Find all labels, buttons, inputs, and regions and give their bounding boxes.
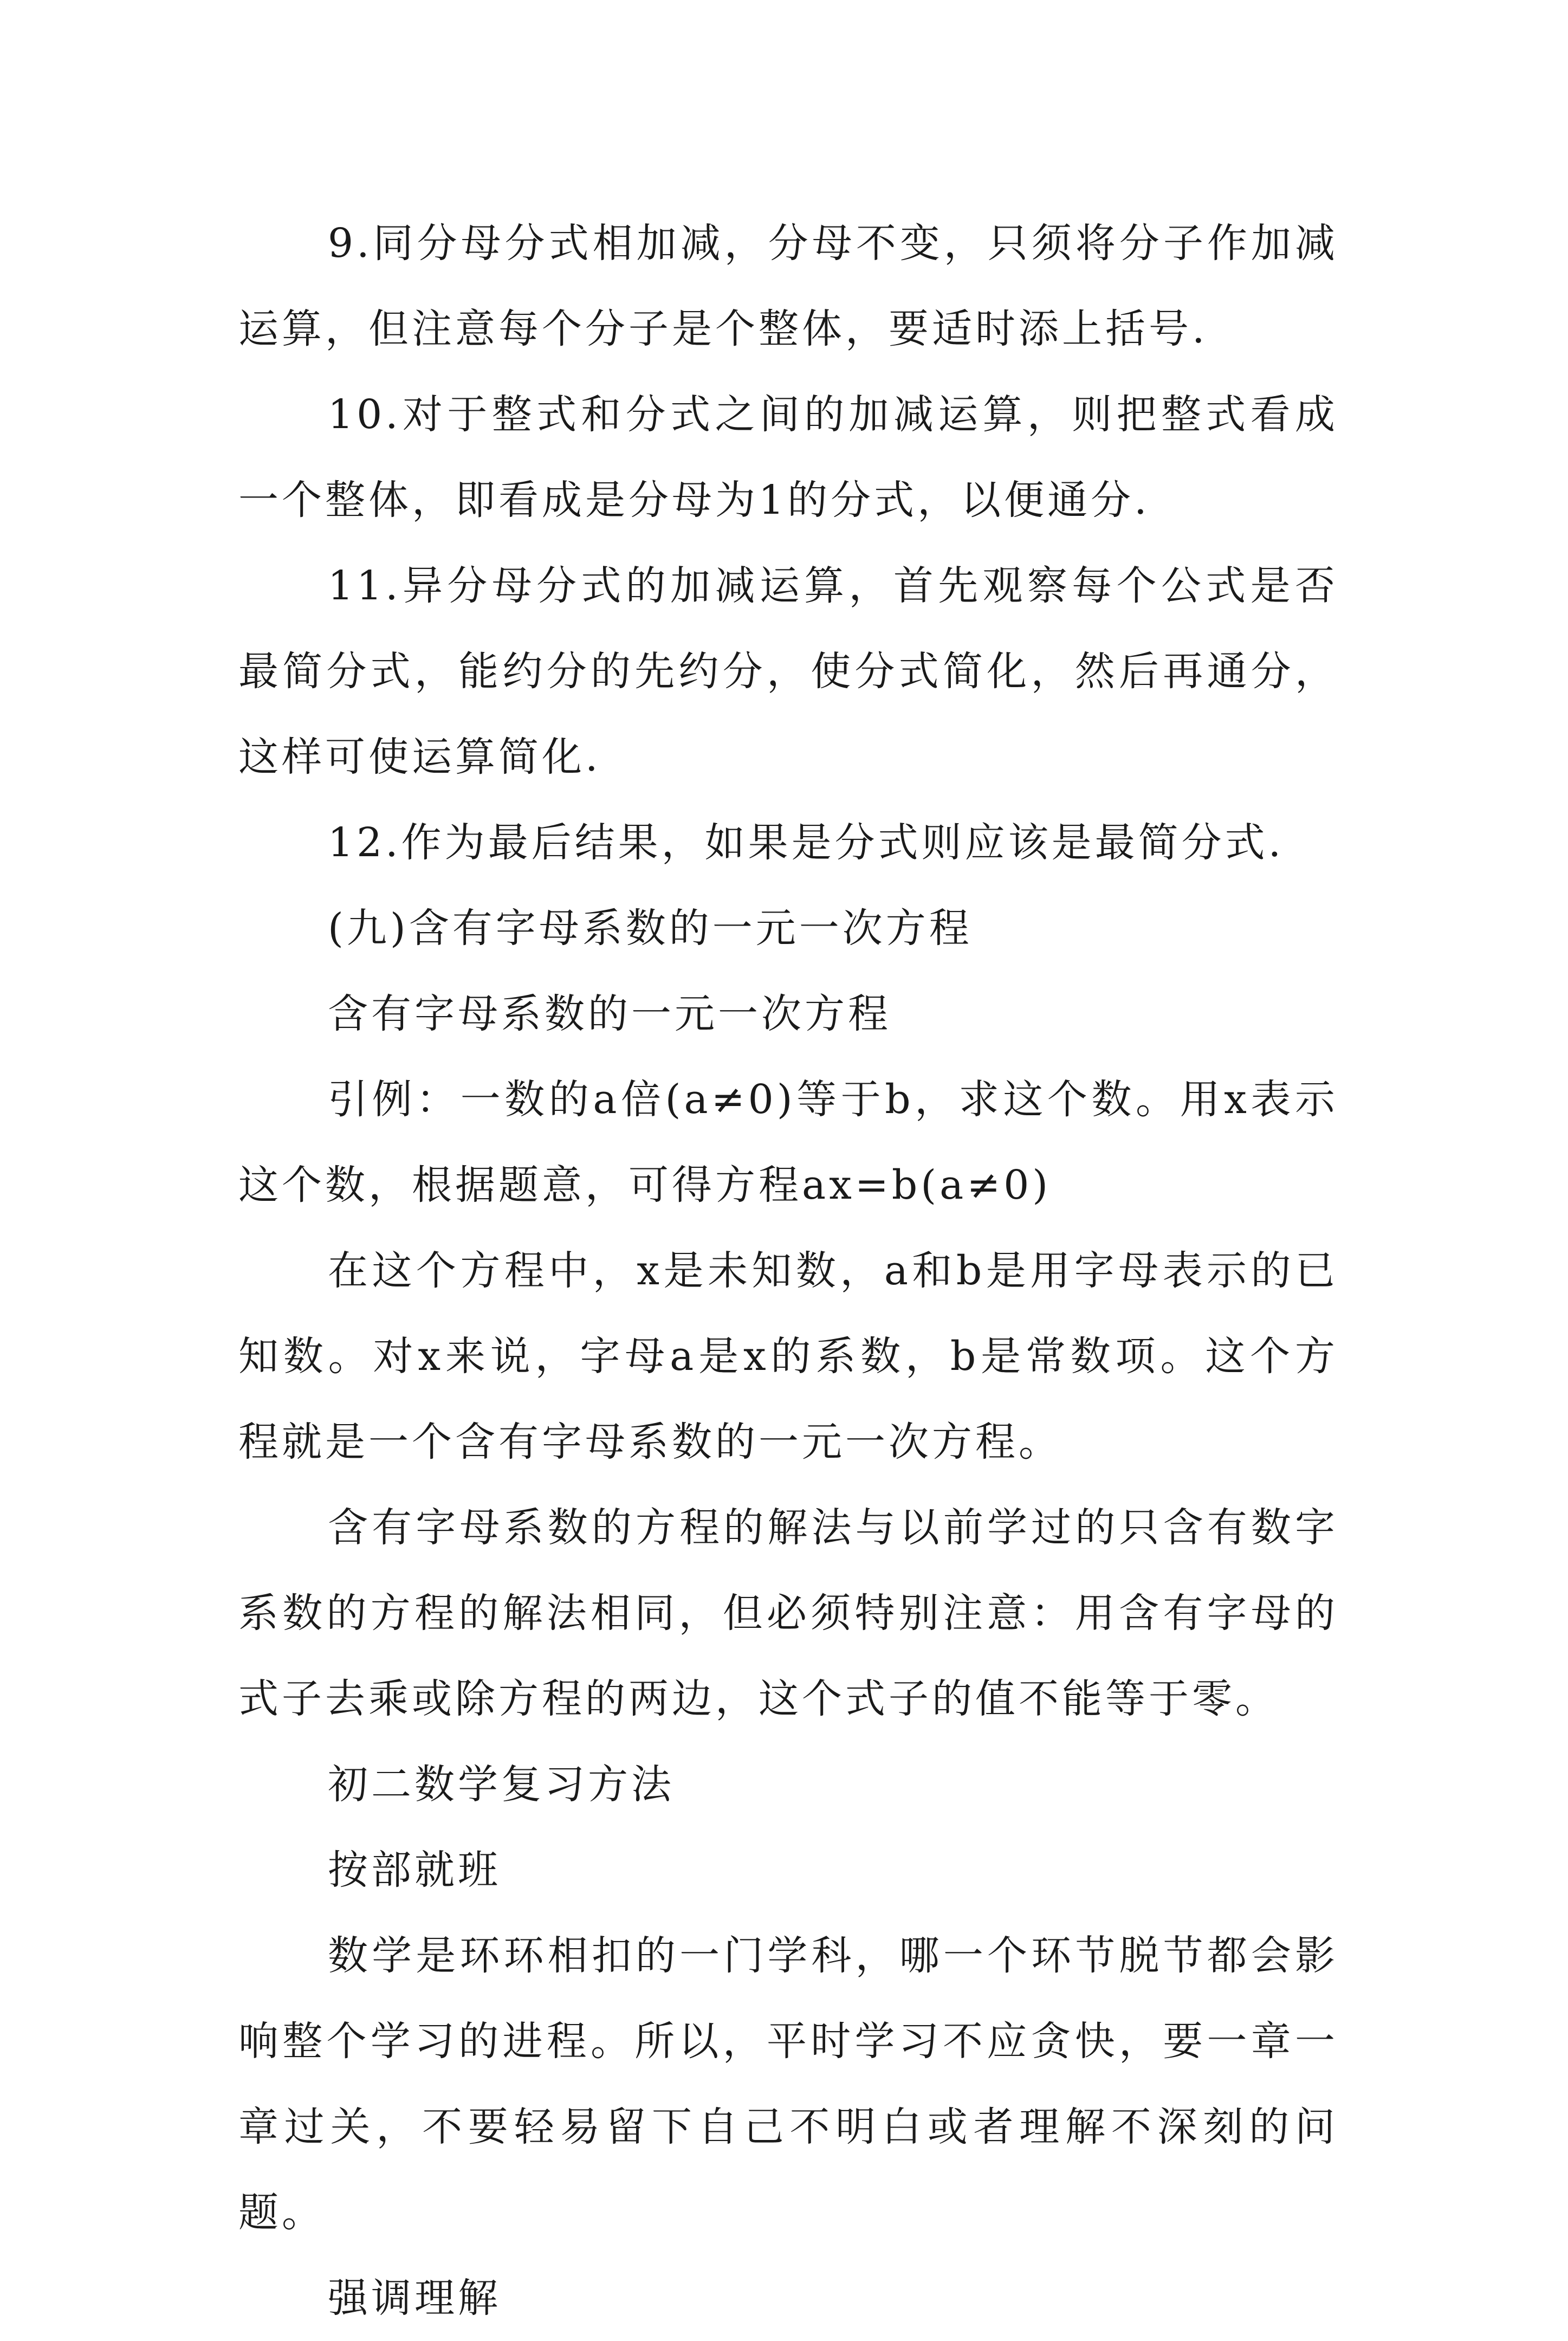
- paragraph-item-9: 9.同分母分式相加减，分母不变，只须将分子作加减运算，但注意每个分子是个整体，要适时添上括号.: [238, 220, 1338, 352]
- solution-method-paragraph: 含有字母系数的方程的解法与以前学过的只含有数字系数的方程的解法相同，但必须特别注意：用含有字母的式子去乘或除方程的两边，这个式子的值不能等于零。: [238, 1504, 1338, 1722]
- review-methods-heading: 初二数学复习方法: [328, 1761, 675, 1808]
- document-body: [238, 201, 1338, 2341]
- step-by-step-paragraph: 数学是环环相扣的一门学科，哪一个环节脱节都会影响整个学习的进程。所以，平时学习不应贪快，要一章一章过关，不要轻易留下自己不明白或者理解不深刻的问题。: [238, 1932, 1338, 2236]
- section-heading-9: (九)含有字母系数的一元一次方程: [328, 905, 973, 952]
- example-paragraph: 引例：一数的a倍(a≠0)等于b，求这个数。用x表示这个数，根据题意，可得方程ax=b(a≠0): [238, 1076, 1338, 1208]
- paragraph-item-12: 12.作为最后结果，如果是分式则应该是最简分式.: [328, 819, 1285, 866]
- paragraph-item-10: 10.对于整式和分式之间的加减运算，则把整式看成一个整体，即看成是分母为1的分式，以便通分.: [238, 391, 1338, 523]
- subsection-heading: 含有字母系数的一元一次方程: [328, 991, 891, 1037]
- explanation-paragraph: 在这个方程中，x是未知数，a和b是用字母表示的已知数。对x来说，字母a是x的系数，b是常数项。这个方程就是一个含有字母系数的一元一次方程。: [238, 1247, 1338, 1465]
- method-heading-understanding: 强调理解: [328, 2275, 501, 2321]
- paragraph-item-11: 11.异分母分式的加减运算，首先观察每个公式是否最简分式，能约分的先约分，使分式简化，然后再通分，这样可使运算简化.: [238, 562, 1338, 780]
- method-heading-step-by-step: 按部就班: [328, 1847, 501, 1893]
